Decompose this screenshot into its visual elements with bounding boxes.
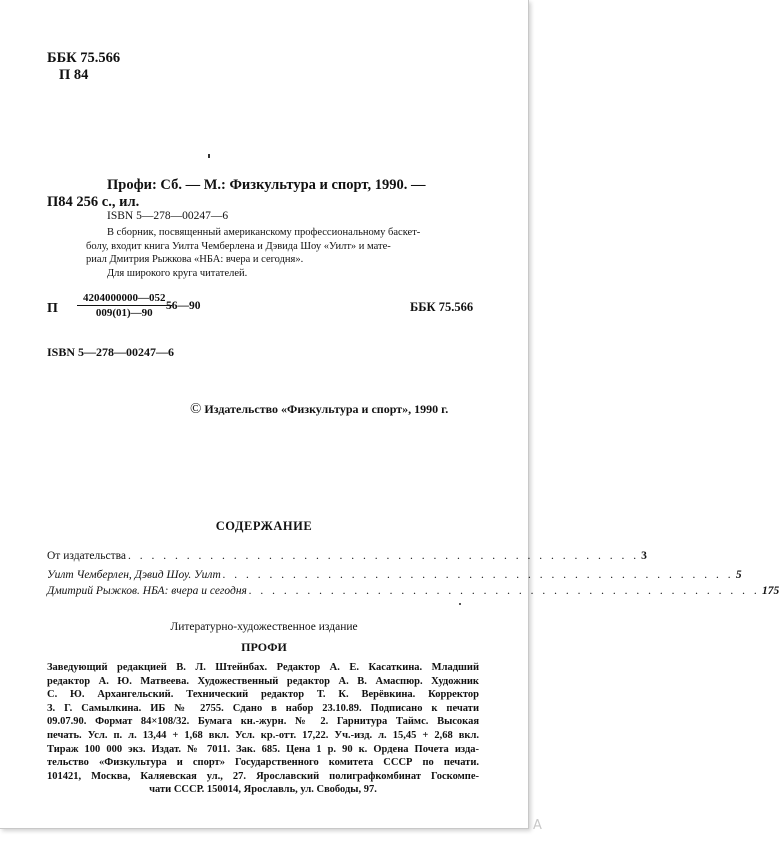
- bbk-index-top: [47, 50, 120, 84]
- fraction-denominator: 009(01)—90: [95, 307, 153, 319]
- imprint-line: чати СССР. 150014, Ярославль, ул. Свободы, 97.: [149, 784, 377, 796]
- copyright-icon: ©: [190, 401, 202, 417]
- edge-artifact-icon: A: [533, 818, 542, 833]
- toc-item-title: Уилт Чемберлен, Дэвид Шоу. Уилт: [47, 569, 221, 581]
- toc-item[interactable]: [47, 585, 779, 600]
- toc-item[interactable]: [47, 550, 647, 565]
- copyright-text: Издательство «Физкультура и спорт», 1990 г.: [204, 402, 449, 416]
- toc-item-title: Дмитрий Рыжков. НБА: вчера и сегодня: [47, 585, 247, 597]
- entry-prefix: П84: [47, 194, 73, 210]
- imprint-line: С. Ю. Архангельский. Технический редактор Т. К. Верёвкина. Корректор: [47, 689, 479, 701]
- toc-item-title: От издательства: [47, 550, 126, 562]
- copyright-line: [190, 401, 448, 418]
- isbn-entry: ISBN 5—278—00247—6: [107, 210, 229, 222]
- entry-extent: 256 с., ил.: [76, 194, 140, 210]
- imprint-line: тельство «Физкультура и спорт» Государственного комитета СССР по печати.: [47, 757, 479, 769]
- imprint-line: 09.07.90. Формат 84×108/32. Бумага кн.-журн. № 2. Гарнитура Таймс. Высокая: [47, 716, 479, 728]
- imprint-block: [47, 661, 479, 797]
- classification-fraction: [77, 292, 172, 319]
- classification-suffix: 56—90: [166, 300, 201, 312]
- entry-title-line: Профи: Сб. — М.: Физкультура и спорт, 1990. —: [107, 177, 426, 193]
- annotation-line: Для широкого круга читателей.: [107, 267, 248, 279]
- toc-item-page: 5: [735, 569, 742, 581]
- bbk-code-right: ББК 75.566: [410, 300, 474, 314]
- toc-leader: . . . . . . . . . . . . . . . . . . . . . . . . . . . . . . . . . . . . . . . . . . . .: [248, 585, 761, 597]
- imprint-line: З. Г. Самылкина. ИБ № 2755. Сдано в набор 23.10.89. Подписано к печати: [47, 702, 479, 714]
- annotation-line: болу, входит книга Уилта Чемберлена и Дэвида Шоу «Уилт» и мате-: [86, 240, 391, 252]
- genre-label: Литературно-художественное издание: [170, 621, 358, 633]
- imprint-line: редактор А. Ю. Матвеева. Художественный редактор А. В. Амаспюр. Художник: [47, 675, 479, 687]
- classification-letter: П: [47, 301, 58, 316]
- book-title: ПРОФИ: [241, 640, 287, 654]
- imprint-line: Тираж 100 000 экз. Издат. № 7011. Зак. 685. Цена 1 р. 90 к. Ордена Почета изда-: [47, 743, 479, 755]
- toc-item[interactable]: [47, 569, 742, 584]
- entry-extent-line: [47, 194, 425, 211]
- contents-heading: СОДЕРЖАНИЕ: [215, 519, 313, 533]
- annotation: [86, 226, 482, 280]
- fraction-numerator: 4204000000—052: [77, 292, 172, 306]
- toc-item-page: 3: [641, 550, 647, 562]
- bbk-code: ББК 75.566: [47, 50, 121, 66]
- toc-leader: . . . . . . . . . . . . . . . . . . . . . . . . . . . . . . . . . . . . . . . . . . . .: [127, 550, 640, 562]
- author-sign-code: П 84: [59, 67, 89, 83]
- imprint-line: печать. Усл. п. л. 13,44 + 1,68 вкл. Усл. кр.-отт. 17,22. Уч.-изд. л. 15,45 + 2,68 вкл.: [47, 729, 479, 741]
- annotation-line: риал Дмитрия Рыжкова «НБА: вчера и сегодня».: [86, 254, 304, 265]
- imprint-line: Заведующий редакцией В. Л. Штейнбах. Редактор А. Е. Касаткина. Младший: [47, 662, 479, 673]
- print-speck: [459, 603, 461, 605]
- print-mark: [208, 154, 210, 158]
- toc-item-page: 175: [762, 585, 779, 597]
- bibliographic-entry: [47, 177, 425, 211]
- toc-leader: . . . . . . . . . . . . . . . . . . . . . . . . . . . . . . . . . . . . . . . . . . . .: [222, 569, 734, 581]
- isbn-second: ISBN 5—278—00247—6: [47, 345, 175, 359]
- annotation-line: В сборник, посвященный американскому профессиональному баскет-: [107, 227, 421, 238]
- imprint-line: 101421, Москва, Каляевская ул., 27. Ярославский полиграфкомбинат Госкомпе-: [47, 770, 479, 782]
